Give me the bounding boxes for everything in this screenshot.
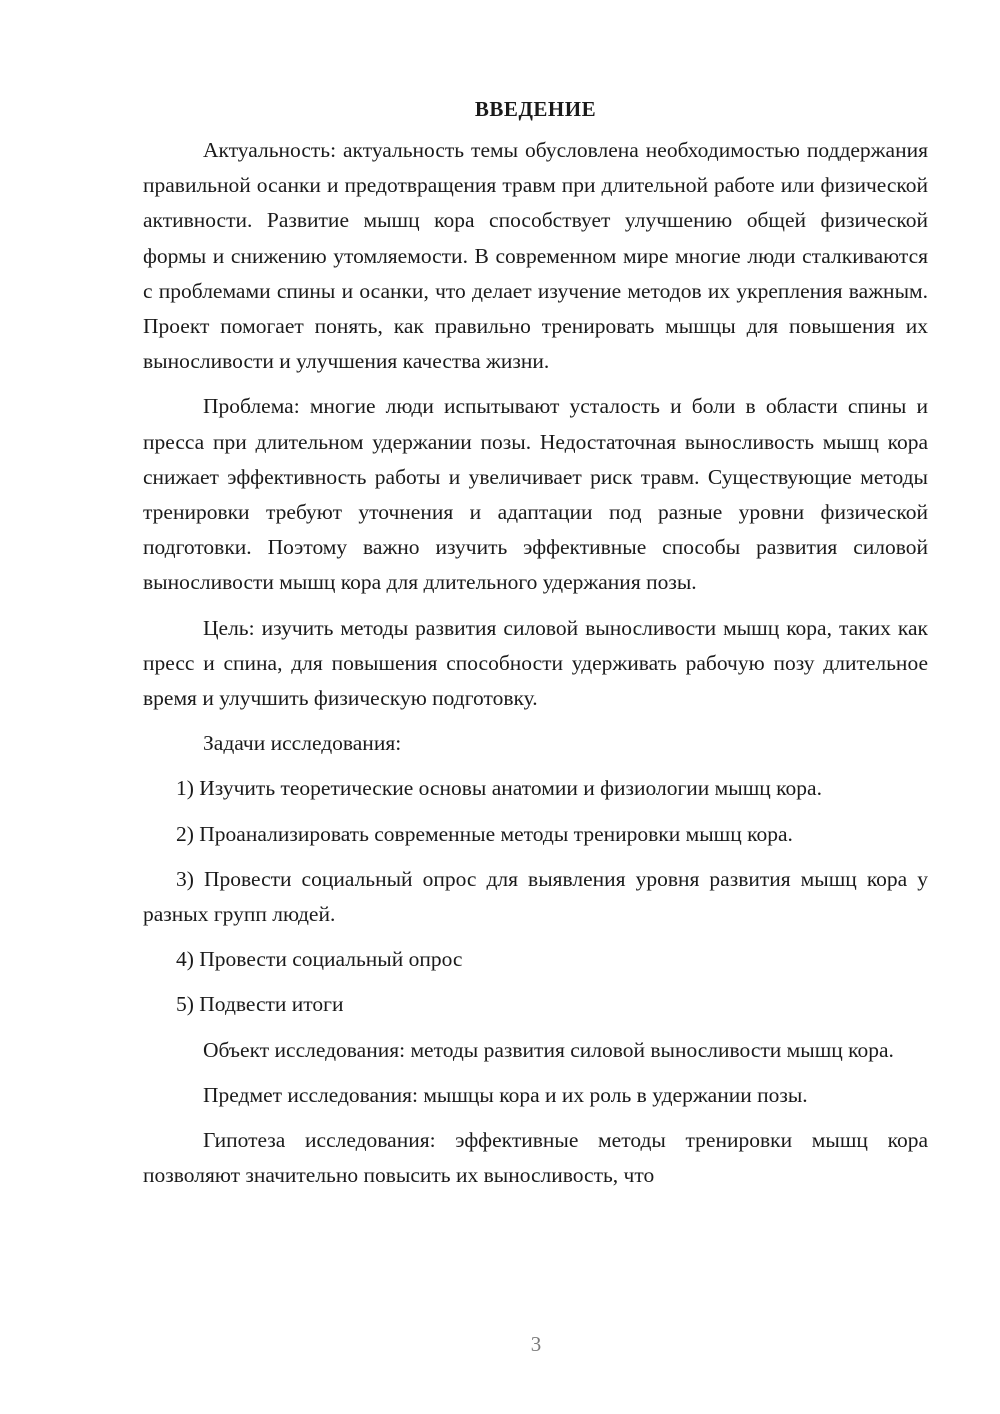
page-number: 3 (530, 1332, 542, 1356)
paragraph-problem: Проблема: многие люди испытывают усталость и боли в области спины и пресса при длительном удержании позы. Недостаточная выносливость мышц кора снижает эффективность работы и увеличивает риск травм. Существующие методы тренировки требуют уточнения и адаптации под разные уровни физической подготовки. Поэтому важно изучить эффективные способы развития силовой выносливости мышц кора для длительного удержания позы. (143, 394, 928, 595)
paragraph-relevance: Актуальность: актуальность темы обусловлена необходимостью поддержания правильной осанки и предотвращения травм при длительной работе или физической активности. Развитие мышц кора способствует улучшению общей физической формы и снижению утомляемости. В современном мире многие люди сталкиваются с проблемами спины и осанки, что делает изучение методов их укрепления важным. Проект помогает понять, как правильно тренировать мышцы для повышения их выносливости и улучшения качества жизни. (143, 138, 928, 374)
task-item-5: 5) Подвести итоги (176, 992, 344, 1017)
paragraph-subject: Предмет исследования: мышцы кора и их роль в удержании позы. (203, 1082, 808, 1107)
task-item-4: 4) Провести социальный опрос (176, 947, 463, 972)
task-item-1: 1) Изучить теоретические основы анатомии и физиологии мышц кора. (176, 776, 822, 801)
paragraph-object: Объект исследования: методы развития силовой выносливости мышц кора. (203, 1037, 894, 1062)
paragraph-goal: Цель: изучить методы развития силовой выносливости мышц кора, таких как пресс и спина, для повышения способности удерживать рабочую позу длительное время и улучшить физическую подготовку. (143, 615, 928, 711)
task-item-3: 3) Провести социальный опрос для выявления уровня развития мышц кора у разных групп людей. (143, 866, 928, 927)
document-body (143, 92, 928, 1203)
task-item-2: 2) Проанализировать современные методы тренировки мышц кора. (176, 821, 793, 846)
section-title: ВВЕДЕНИЕ (474, 97, 597, 121)
paragraph-hypothesis: Гипотеза исследования: эффективные методы тренировки мышц кора позволяют значительно повысить их выносливость, что (143, 1128, 928, 1188)
paragraph-tasks-heading: Задачи исследования: (203, 731, 402, 756)
